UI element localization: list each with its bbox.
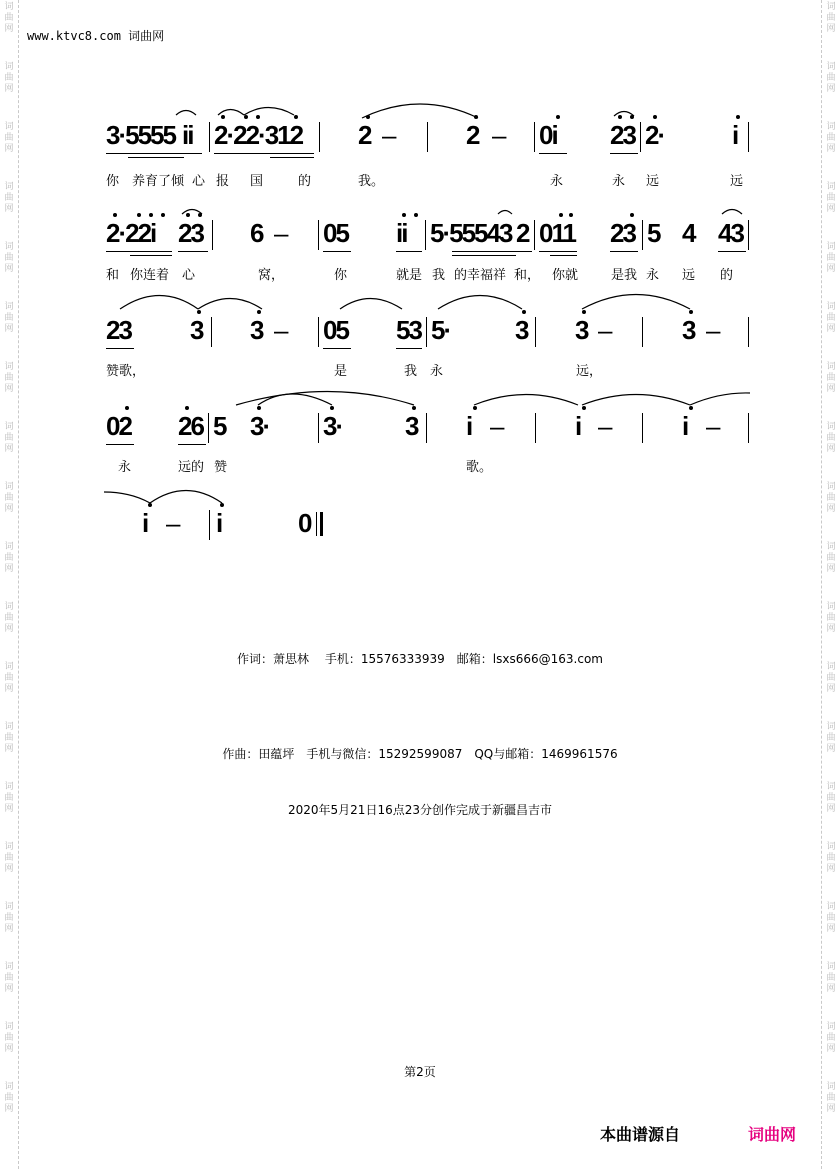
note-group: 011 bbox=[539, 218, 575, 248]
lyric: 我 bbox=[404, 364, 418, 379]
watermark-text: 词 曲 网 bbox=[826, 62, 836, 94]
watermark-text: 词 曲 网 bbox=[4, 722, 14, 754]
dash: – bbox=[492, 120, 505, 150]
lyric: 远 bbox=[730, 174, 744, 189]
dash: – bbox=[274, 218, 287, 248]
lyric: 永 bbox=[646, 268, 660, 283]
note-group: 5· bbox=[431, 315, 451, 345]
dash: – bbox=[706, 315, 719, 345]
note-group: 0i bbox=[539, 120, 557, 150]
note-group: 2 bbox=[516, 218, 529, 248]
slur bbox=[236, 392, 414, 406]
watermark-text: 词 曲 网 bbox=[826, 842, 836, 874]
lyricist-credit: 作词：萧思林 手机：15576333939 邮箱：lsxs666@163.com bbox=[237, 652, 603, 666]
note-group: 2 bbox=[466, 120, 479, 150]
lyric: 赞歌， bbox=[106, 364, 146, 379]
watermark-text: 词 曲 网 bbox=[4, 2, 14, 34]
watermark-text: 词 曲 网 bbox=[826, 302, 836, 334]
note-group: 6 bbox=[250, 218, 263, 248]
lyric: 的 bbox=[298, 174, 312, 189]
note-group: 05 bbox=[323, 315, 348, 345]
watermark-text: 词 曲 网 bbox=[4, 662, 14, 694]
watermark-text: 词 曲 网 bbox=[4, 1022, 14, 1054]
watermark-text: 词 曲 网 bbox=[826, 182, 836, 214]
lyric: 和 bbox=[106, 268, 120, 283]
composer-credit: 作曲：田蕴坪 手机与微信：15292599087 QQ与邮箱：1469961576 bbox=[222, 747, 618, 761]
watermark-text: 词 曲 网 bbox=[826, 782, 836, 814]
tie bbox=[198, 299, 262, 310]
watermark-text: 词 曲 网 bbox=[826, 722, 836, 754]
watermark-text: 词 曲 网 bbox=[4, 962, 14, 994]
watermark-text: 词 曲 网 bbox=[826, 2, 836, 34]
watermark-text: 词 曲 网 bbox=[826, 422, 836, 454]
slur bbox=[614, 112, 634, 117]
watermark-text: 词 曲 网 bbox=[4, 902, 14, 934]
composition-date: 2020年5月21日16点23分创作完成于新疆昌吉市 bbox=[288, 803, 552, 817]
slur bbox=[244, 108, 294, 116]
note-group: 23 bbox=[610, 218, 635, 248]
note-group: 3 bbox=[682, 315, 695, 345]
lyric: 是我 bbox=[611, 268, 638, 283]
watermark-text: 词 曲 网 bbox=[826, 602, 836, 634]
slurs bbox=[0, 0, 840, 560]
note-group: 3 bbox=[575, 315, 588, 345]
dash: – bbox=[706, 411, 719, 441]
dash: – bbox=[598, 315, 611, 345]
lyric: 我 bbox=[432, 268, 446, 283]
watermark-text: 词 曲 网 bbox=[826, 1022, 836, 1054]
lyric: 心 bbox=[182, 268, 196, 283]
watermark-text: 词 曲 网 bbox=[4, 482, 14, 514]
note-group: 2 bbox=[358, 120, 371, 150]
note-group: i bbox=[575, 411, 581, 441]
watermark-text: 词 曲 网 bbox=[826, 962, 836, 994]
note-group: 3 bbox=[190, 315, 203, 345]
note-group: 26 bbox=[178, 411, 203, 441]
lyric: 永 bbox=[430, 364, 444, 379]
lyric: 远 bbox=[682, 268, 696, 283]
slur bbox=[182, 210, 202, 215]
lyric: 的 bbox=[720, 268, 734, 283]
note-group: 4 bbox=[682, 218, 695, 248]
note-group: 5·55543 bbox=[430, 218, 512, 248]
note-group: 3· bbox=[250, 411, 270, 441]
note-group: ii bbox=[182, 120, 193, 150]
tie bbox=[690, 393, 750, 405]
note-group: 53 bbox=[396, 315, 421, 345]
tie bbox=[474, 395, 578, 406]
watermark-text: 词 曲 网 bbox=[826, 542, 836, 574]
source-site-link[interactable]: 词曲网 bbox=[748, 1125, 797, 1144]
watermark-text: 词 曲 网 bbox=[4, 242, 14, 274]
lyric: 窝， bbox=[258, 268, 285, 283]
watermark-text: 词 曲 网 bbox=[826, 362, 836, 394]
dash: – bbox=[598, 411, 611, 441]
watermark-text: 词 曲 网 bbox=[4, 842, 14, 874]
watermark-text: 词 曲 网 bbox=[4, 182, 14, 214]
note-group: i bbox=[216, 508, 222, 538]
lyric: 报 bbox=[216, 174, 230, 189]
note-group: 23 bbox=[178, 218, 203, 248]
note-group: 23 bbox=[106, 315, 131, 345]
watermark-text: 词 曲 网 bbox=[4, 422, 14, 454]
watermark-text: 词 曲 网 bbox=[826, 662, 836, 694]
note-group: 3 bbox=[405, 411, 418, 441]
note-group: 2· bbox=[645, 120, 665, 150]
lyric: 远 bbox=[646, 174, 660, 189]
note-group: ii bbox=[396, 218, 407, 248]
lyric: 是 bbox=[334, 364, 348, 379]
slur bbox=[722, 210, 742, 215]
dash: – bbox=[166, 508, 179, 538]
note-group: 0 bbox=[298, 508, 311, 538]
site-url[interactable]: www.ktvc8.com bbox=[27, 29, 121, 43]
note-group: 2·22·312 bbox=[214, 120, 303, 150]
lyric: 永 bbox=[550, 174, 564, 189]
lyric: 永 bbox=[118, 460, 132, 475]
watermark-text: 词 曲 网 bbox=[826, 242, 836, 274]
lyric: 国 bbox=[250, 174, 264, 189]
watermark-text: 词 曲 网 bbox=[4, 1082, 14, 1114]
tie bbox=[104, 492, 150, 503]
note-group: 02 bbox=[106, 411, 131, 441]
watermark-text: 词 曲 网 bbox=[4, 362, 14, 394]
dash: – bbox=[274, 315, 287, 345]
note-group: 23 bbox=[610, 120, 635, 150]
tie bbox=[582, 395, 690, 406]
lyric: 赞 bbox=[214, 460, 228, 475]
slur bbox=[340, 299, 402, 310]
slur bbox=[498, 211, 512, 215]
note-group: 3· bbox=[323, 411, 343, 441]
slur bbox=[176, 111, 196, 116]
slur bbox=[218, 110, 244, 116]
watermark-text: 词 曲 网 bbox=[826, 902, 836, 934]
watermark-text: 词 曲 网 bbox=[4, 62, 14, 94]
lyric: 永 bbox=[612, 174, 626, 189]
page-number: 第2页 bbox=[404, 1065, 436, 1079]
note-group: 2·22i bbox=[106, 218, 156, 248]
tie bbox=[362, 104, 478, 118]
note-group: i bbox=[682, 411, 688, 441]
tie bbox=[582, 295, 690, 310]
dash: – bbox=[382, 120, 395, 150]
slur bbox=[438, 296, 522, 310]
lyric: 远， bbox=[576, 364, 603, 379]
lyric: 你连着 bbox=[130, 268, 170, 283]
tie bbox=[150, 491, 222, 504]
lyric: 我。 bbox=[358, 174, 385, 189]
watermark-text: 词 曲 网 bbox=[4, 542, 14, 574]
lyric: 你就 bbox=[552, 268, 579, 283]
lyric: 你 bbox=[106, 174, 120, 189]
watermark-text: 词 曲 网 bbox=[826, 122, 836, 154]
note-group: 3 bbox=[515, 315, 528, 345]
lyric: 远的 bbox=[178, 460, 205, 475]
watermark-text: 词 曲 网 bbox=[4, 782, 14, 814]
note-group: 5 bbox=[647, 218, 660, 248]
note-group: i bbox=[142, 508, 148, 538]
lyric: 心 bbox=[192, 174, 206, 189]
slur bbox=[120, 296, 198, 310]
note-group: i bbox=[466, 411, 472, 441]
watermark-text: 词 曲 网 bbox=[4, 302, 14, 334]
lyric: 和， bbox=[514, 268, 541, 283]
source-label: 本曲谱源自 bbox=[600, 1125, 681, 1144]
dash: – bbox=[490, 411, 503, 441]
lyric: 养育了倾 bbox=[132, 174, 185, 189]
watermark-text: 词 曲 网 bbox=[826, 482, 836, 514]
note-group: i bbox=[732, 120, 738, 150]
tie bbox=[258, 394, 332, 405]
site-name[interactable]: 词曲网 bbox=[128, 29, 165, 43]
lyric: 你 bbox=[334, 268, 348, 283]
note-group: 05 bbox=[323, 218, 348, 248]
lyric: 就是 bbox=[396, 268, 423, 283]
note-group: 3·5555 bbox=[106, 120, 175, 150]
note-group: 5 bbox=[213, 411, 226, 441]
watermark-text: 词 曲 网 bbox=[4, 122, 14, 154]
watermark-text: 词 曲 网 bbox=[826, 1082, 836, 1114]
note-group: 43 bbox=[718, 218, 743, 248]
lyric: 歌。 bbox=[466, 460, 493, 475]
note-group: 3 bbox=[250, 315, 263, 345]
watermark-text: 词 曲 网 bbox=[4, 602, 14, 634]
lyric: 的幸福祥 bbox=[454, 268, 507, 283]
